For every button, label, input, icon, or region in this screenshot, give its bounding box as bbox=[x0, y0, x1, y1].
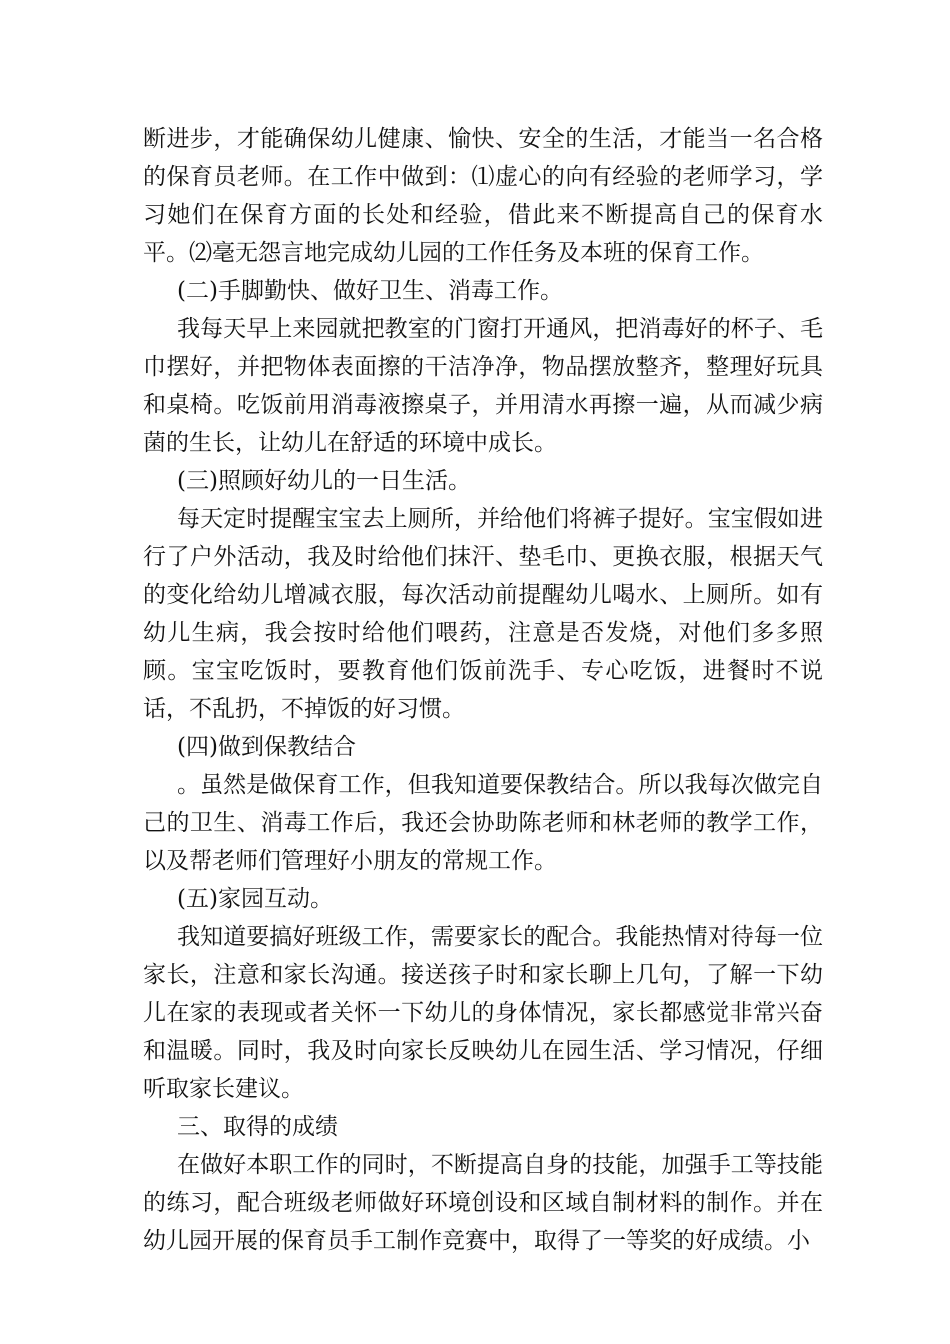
paragraph-1: 断进步，才能确保幼儿健康、愉快、安全的生活，才能当一名合格的保育员老师。在工作中做到：⑴虚心的向有经验的老师学习，学习她们在保育方面的长处和经验，借此来不断提高自己的保育水平。⑵毫无怨言地完成幼儿园的工作任务及本班的保育工作。 bbox=[143, 126, 823, 266]
section-heading-4: (四)做到保教结合 bbox=[177, 734, 356, 760]
paragraph-2: 我每天早上来园就把教室的门窗打开通风，把消毒好的杯子、毛巾摆好，并把物体表面擦的干洁净净，物品摆放整齐，整理好玩具和桌椅。吃饭前用消毒液擦桌子，并用清水再擦一遍，从而减少病菌的生长，让幼儿在舒适的环境中成长。 bbox=[143, 316, 823, 456]
section-heading-5: (五)家园互动。 bbox=[177, 886, 333, 912]
paragraph-3: 每天定时提醒宝宝去上厕所，并给他们将裤子提好。宝宝假如进行了户外活动，我及时给他们抹汗、垫毛巾、更换衣服，根据天气的变化给幼儿增减衣服，每次活动前提醒幼儿喝水、上厕所。如有幼儿生病，我会按时给他们喂药，注意是否发烧，对他们多多照顾。宝宝吃饭时，要教育他们饭前洗手、专心吃饭，进餐时不说话，不乱扔，不掉饭的好习惯。 bbox=[143, 506, 823, 722]
section-heading-3: (三)照顾好幼儿的一日生活。 bbox=[177, 468, 471, 494]
paragraph-5: 我知道要搞好班级工作，需要家长的配合。我能热情对待每一位家长，注意和家长沟通。接送孩子时和家长聊上几句，了解一下幼儿在家的表现或者关怀一下幼儿的身体情况，家长都感觉非常兴奋和温暖。同时，我及时向家长反映幼儿在园生活、学习情况，仔细听取家长建议。 bbox=[143, 924, 823, 1102]
paragraph-4: 。虽然是做保育工作，但我知道要保教结合。所以我每次做完自己的卫生、消毒工作后，我还会协助陈老师和林老师的教学工作，以及帮老师们管理好小朋友的常规工作。 bbox=[143, 772, 823, 874]
section-heading-achievements: 三、取得的成绩 bbox=[177, 1114, 338, 1140]
document-page bbox=[143, 120, 823, 1260]
section-heading-2: (二)手脚勤快、做好卫生、消毒工作。 bbox=[177, 278, 563, 304]
paragraph-6: 在做好本职工作的同时，不断提高自身的技能，加强手工等技能的练习，配合班级老师做好环境创设和区域自制材料的制作。并在幼儿园开展的保育员手工制作竞赛中，取得了一等奖的好成绩。小 bbox=[143, 1152, 823, 1254]
